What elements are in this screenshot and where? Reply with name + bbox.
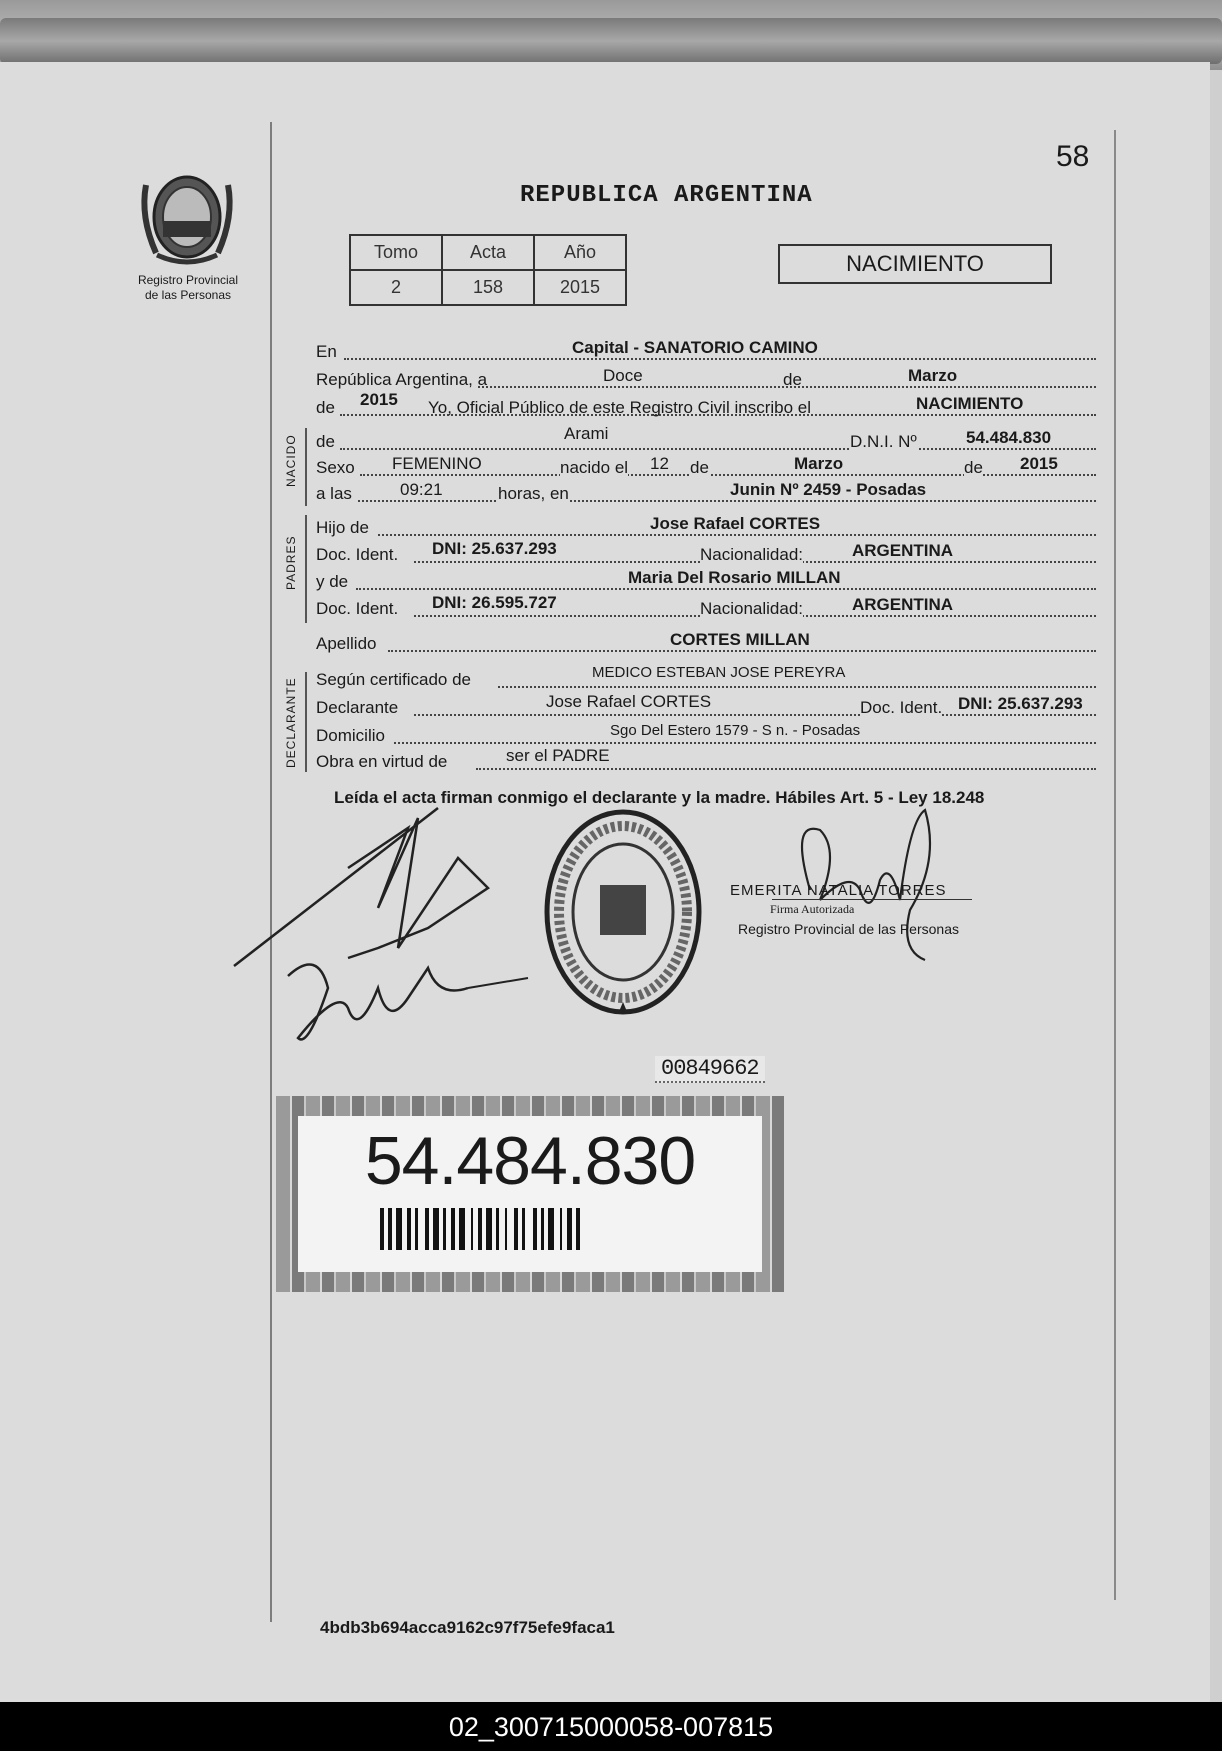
year-value: 2015 bbox=[360, 390, 398, 409]
dotted-line bbox=[498, 686, 1096, 688]
declarante-doc-value: DNI: 25.637.293 bbox=[958, 694, 1083, 713]
barcode-bar bbox=[459, 1208, 465, 1250]
section-padres: PADRES bbox=[284, 535, 298, 590]
row-republica bbox=[316, 366, 1098, 392]
barcode-bar bbox=[560, 1208, 562, 1250]
a-las-label: a las bbox=[316, 484, 352, 503]
barcode-bar bbox=[514, 1208, 518, 1250]
de-label: de bbox=[690, 458, 709, 477]
declarante-value: Jose Rafael CORTES bbox=[546, 692, 712, 711]
section-divider bbox=[305, 515, 307, 623]
birth-month-value: Marzo bbox=[794, 454, 844, 473]
province-seal-icon bbox=[132, 165, 242, 270]
closing-statement: Leída el acta firman conmigo el declarante y la madre. Hábiles Art. 5 - Ley 18.248 bbox=[334, 788, 985, 807]
barcode-bar bbox=[567, 1208, 572, 1250]
barcode-bar bbox=[396, 1208, 402, 1250]
row-father-doc bbox=[316, 539, 1098, 567]
dotted-line bbox=[340, 448, 1096, 450]
row-apellido bbox=[316, 630, 1098, 656]
certificado-value: MEDICO ESTEBAN JOSE PEREYRA bbox=[592, 664, 846, 681]
child-dni-value: 54.484.830 bbox=[966, 428, 1052, 447]
barcode-bar bbox=[496, 1208, 499, 1250]
barcode-bar bbox=[425, 1208, 429, 1250]
document-type-box: NACIMIENTO bbox=[778, 244, 1052, 284]
hijo-de-label: Hijo de bbox=[316, 518, 369, 537]
inscribo-label: Yo, Oficial Público de este Registro Civil inscribo el bbox=[428, 398, 811, 417]
document-hash: 4bdb3b694acca9162c97f75efe9faca1 bbox=[320, 1618, 615, 1637]
obra-label: Obra en virtud de bbox=[316, 752, 448, 771]
row-sexo bbox=[316, 454, 1098, 480]
row-certificado bbox=[316, 664, 1098, 692]
barcode-bar bbox=[548, 1208, 554, 1250]
declarante-label: Declarante bbox=[316, 698, 399, 717]
row-hora bbox=[316, 480, 1098, 506]
row-domicilio bbox=[316, 722, 1098, 748]
row-nacido-name bbox=[316, 424, 1098, 454]
dotted-line bbox=[394, 742, 1096, 744]
mother-name-value: Maria Del Rosario MILLAN bbox=[628, 568, 841, 587]
dotted-line bbox=[414, 714, 1096, 716]
registry-table bbox=[349, 234, 627, 306]
declarant-signature bbox=[228, 798, 548, 1060]
child-name-value: Arami bbox=[564, 424, 609, 443]
y-de-label: y de bbox=[316, 572, 349, 591]
event-value: NACIMIENTO bbox=[916, 394, 1024, 413]
horas-label: horas, en bbox=[498, 484, 569, 503]
barcode-bar bbox=[486, 1208, 492, 1250]
authority-office: Registro Provincial de las Personas bbox=[738, 921, 959, 937]
dni-label: D.N.I. Nº bbox=[850, 432, 917, 451]
doc-ident-label: Doc. Ident. bbox=[316, 599, 399, 618]
en-label: En bbox=[316, 342, 337, 361]
logo-caption-line-1: Registro Provincial bbox=[137, 273, 239, 287]
place-value: Capital - SANATORIO CAMINO bbox=[572, 338, 818, 357]
domicilio-value: Sgo Del Estero 1579 - S n. - Posadas bbox=[610, 722, 861, 739]
barcode-bar bbox=[522, 1208, 525, 1250]
nacionalidad-label: Nacionalidad: bbox=[700, 545, 804, 564]
father-doc-value: DNI: 25.637.293 bbox=[432, 539, 557, 558]
authority-name: EMERITA NATALIA TORRES bbox=[730, 882, 947, 899]
registry-header-ano: Año bbox=[534, 235, 626, 270]
birth-time-value: 09:21 bbox=[400, 480, 443, 499]
binder-edge bbox=[0, 18, 1222, 64]
barcode-bar bbox=[388, 1208, 392, 1250]
dotted-line bbox=[358, 500, 1096, 502]
row-en bbox=[316, 338, 1098, 364]
apellido-value: CORTES MILLAN bbox=[670, 630, 810, 649]
barcode-bar bbox=[433, 1208, 439, 1250]
dotted-line bbox=[378, 534, 1096, 536]
sexo-label: Sexo bbox=[316, 458, 355, 477]
nacionalidad-label: Nacionalidad: bbox=[700, 599, 804, 618]
registry-value-ano: 2015 bbox=[534, 270, 626, 305]
mother-nationality-value: ARGENTINA bbox=[852, 595, 954, 614]
doc-ident-label: Doc. Ident. bbox=[860, 698, 943, 717]
right-margin-line bbox=[1114, 130, 1116, 1600]
row-mother-doc bbox=[316, 593, 1098, 621]
registry-stamp bbox=[538, 800, 708, 1030]
row-obra bbox=[316, 746, 1098, 774]
section-declarante: DECLARANTE bbox=[284, 677, 298, 768]
domicilio-label: Domicilio bbox=[316, 726, 385, 745]
mother-doc-value: DNI: 26.595.727 bbox=[432, 593, 557, 612]
section-nacido: NACIDO bbox=[284, 434, 298, 487]
row-y-de bbox=[316, 568, 1098, 594]
section-divider bbox=[305, 428, 307, 506]
dotted-line bbox=[388, 650, 1096, 652]
doc-ident-label: Doc. Ident. bbox=[316, 545, 399, 564]
obra-value: ser el PADRE bbox=[506, 746, 610, 765]
birth-address-value: Junin Nº 2459 - Posadas bbox=[730, 480, 927, 499]
de-year-label: de bbox=[316, 398, 335, 417]
dotted-line bbox=[476, 768, 1096, 770]
barcode-bar bbox=[407, 1208, 411, 1250]
authority-rule bbox=[772, 899, 972, 900]
logo-caption-line-2: de las Personas bbox=[144, 288, 232, 302]
registry-value-acta: 158 bbox=[442, 270, 534, 305]
apellido-label: Apellido bbox=[316, 634, 377, 653]
sexo-value: FEMENINO bbox=[392, 454, 482, 473]
row-inscribo bbox=[316, 390, 1098, 420]
birth-day-value: 12 bbox=[650, 454, 669, 473]
barcode-bar bbox=[451, 1208, 455, 1250]
day-word-value: Doce bbox=[603, 366, 643, 385]
barcode-bar bbox=[443, 1208, 446, 1250]
barcode-bar bbox=[380, 1208, 384, 1250]
barcode-bar bbox=[533, 1208, 537, 1250]
page-number: 58 bbox=[1056, 140, 1090, 173]
document-title: REPUBLICA ARGENTINA bbox=[520, 182, 813, 209]
nacido-el-label: nacido el bbox=[560, 458, 629, 477]
registry-value-tomo: 2 bbox=[350, 270, 442, 305]
barcode-bar bbox=[505, 1208, 507, 1250]
barcode-bar bbox=[415, 1208, 418, 1250]
barcode-bar bbox=[478, 1208, 482, 1250]
father-name-value: Jose Rafael CORTES bbox=[650, 514, 821, 533]
footer-id: 02_300715000058-007815 bbox=[448, 1712, 774, 1742]
serial-number: 00849662 bbox=[655, 1056, 765, 1083]
dotted-line bbox=[344, 358, 1096, 360]
de-label: de bbox=[964, 458, 983, 477]
barcode-bar bbox=[471, 1208, 473, 1250]
barcode-bar bbox=[541, 1208, 544, 1250]
father-nationality-value: ARGENTINA bbox=[852, 541, 954, 560]
republica-label: República Argentina, a bbox=[316, 370, 488, 389]
logo-caption bbox=[118, 273, 258, 303]
row-declarante bbox=[316, 692, 1098, 720]
dotted-line bbox=[356, 588, 1096, 590]
month-value: Marzo bbox=[908, 366, 958, 385]
id-label-number: 54.484.830 bbox=[364, 1123, 696, 1199]
de-label: de bbox=[316, 432, 335, 451]
de-label: de bbox=[783, 370, 802, 389]
section-divider bbox=[305, 672, 307, 772]
barcode-bar bbox=[576, 1208, 580, 1250]
row-hijo-de bbox=[316, 514, 1098, 540]
registry-header-acta: Acta bbox=[442, 235, 534, 270]
certificado-label: Según certificado de bbox=[316, 670, 471, 689]
birth-year-value: 2015 bbox=[1020, 454, 1058, 473]
dotted-line bbox=[360, 474, 1096, 476]
footer-bar bbox=[0, 1702, 1222, 1751]
registry-header-tomo: Tomo bbox=[350, 235, 442, 270]
authority-role: Firma Autorizada bbox=[770, 902, 855, 916]
